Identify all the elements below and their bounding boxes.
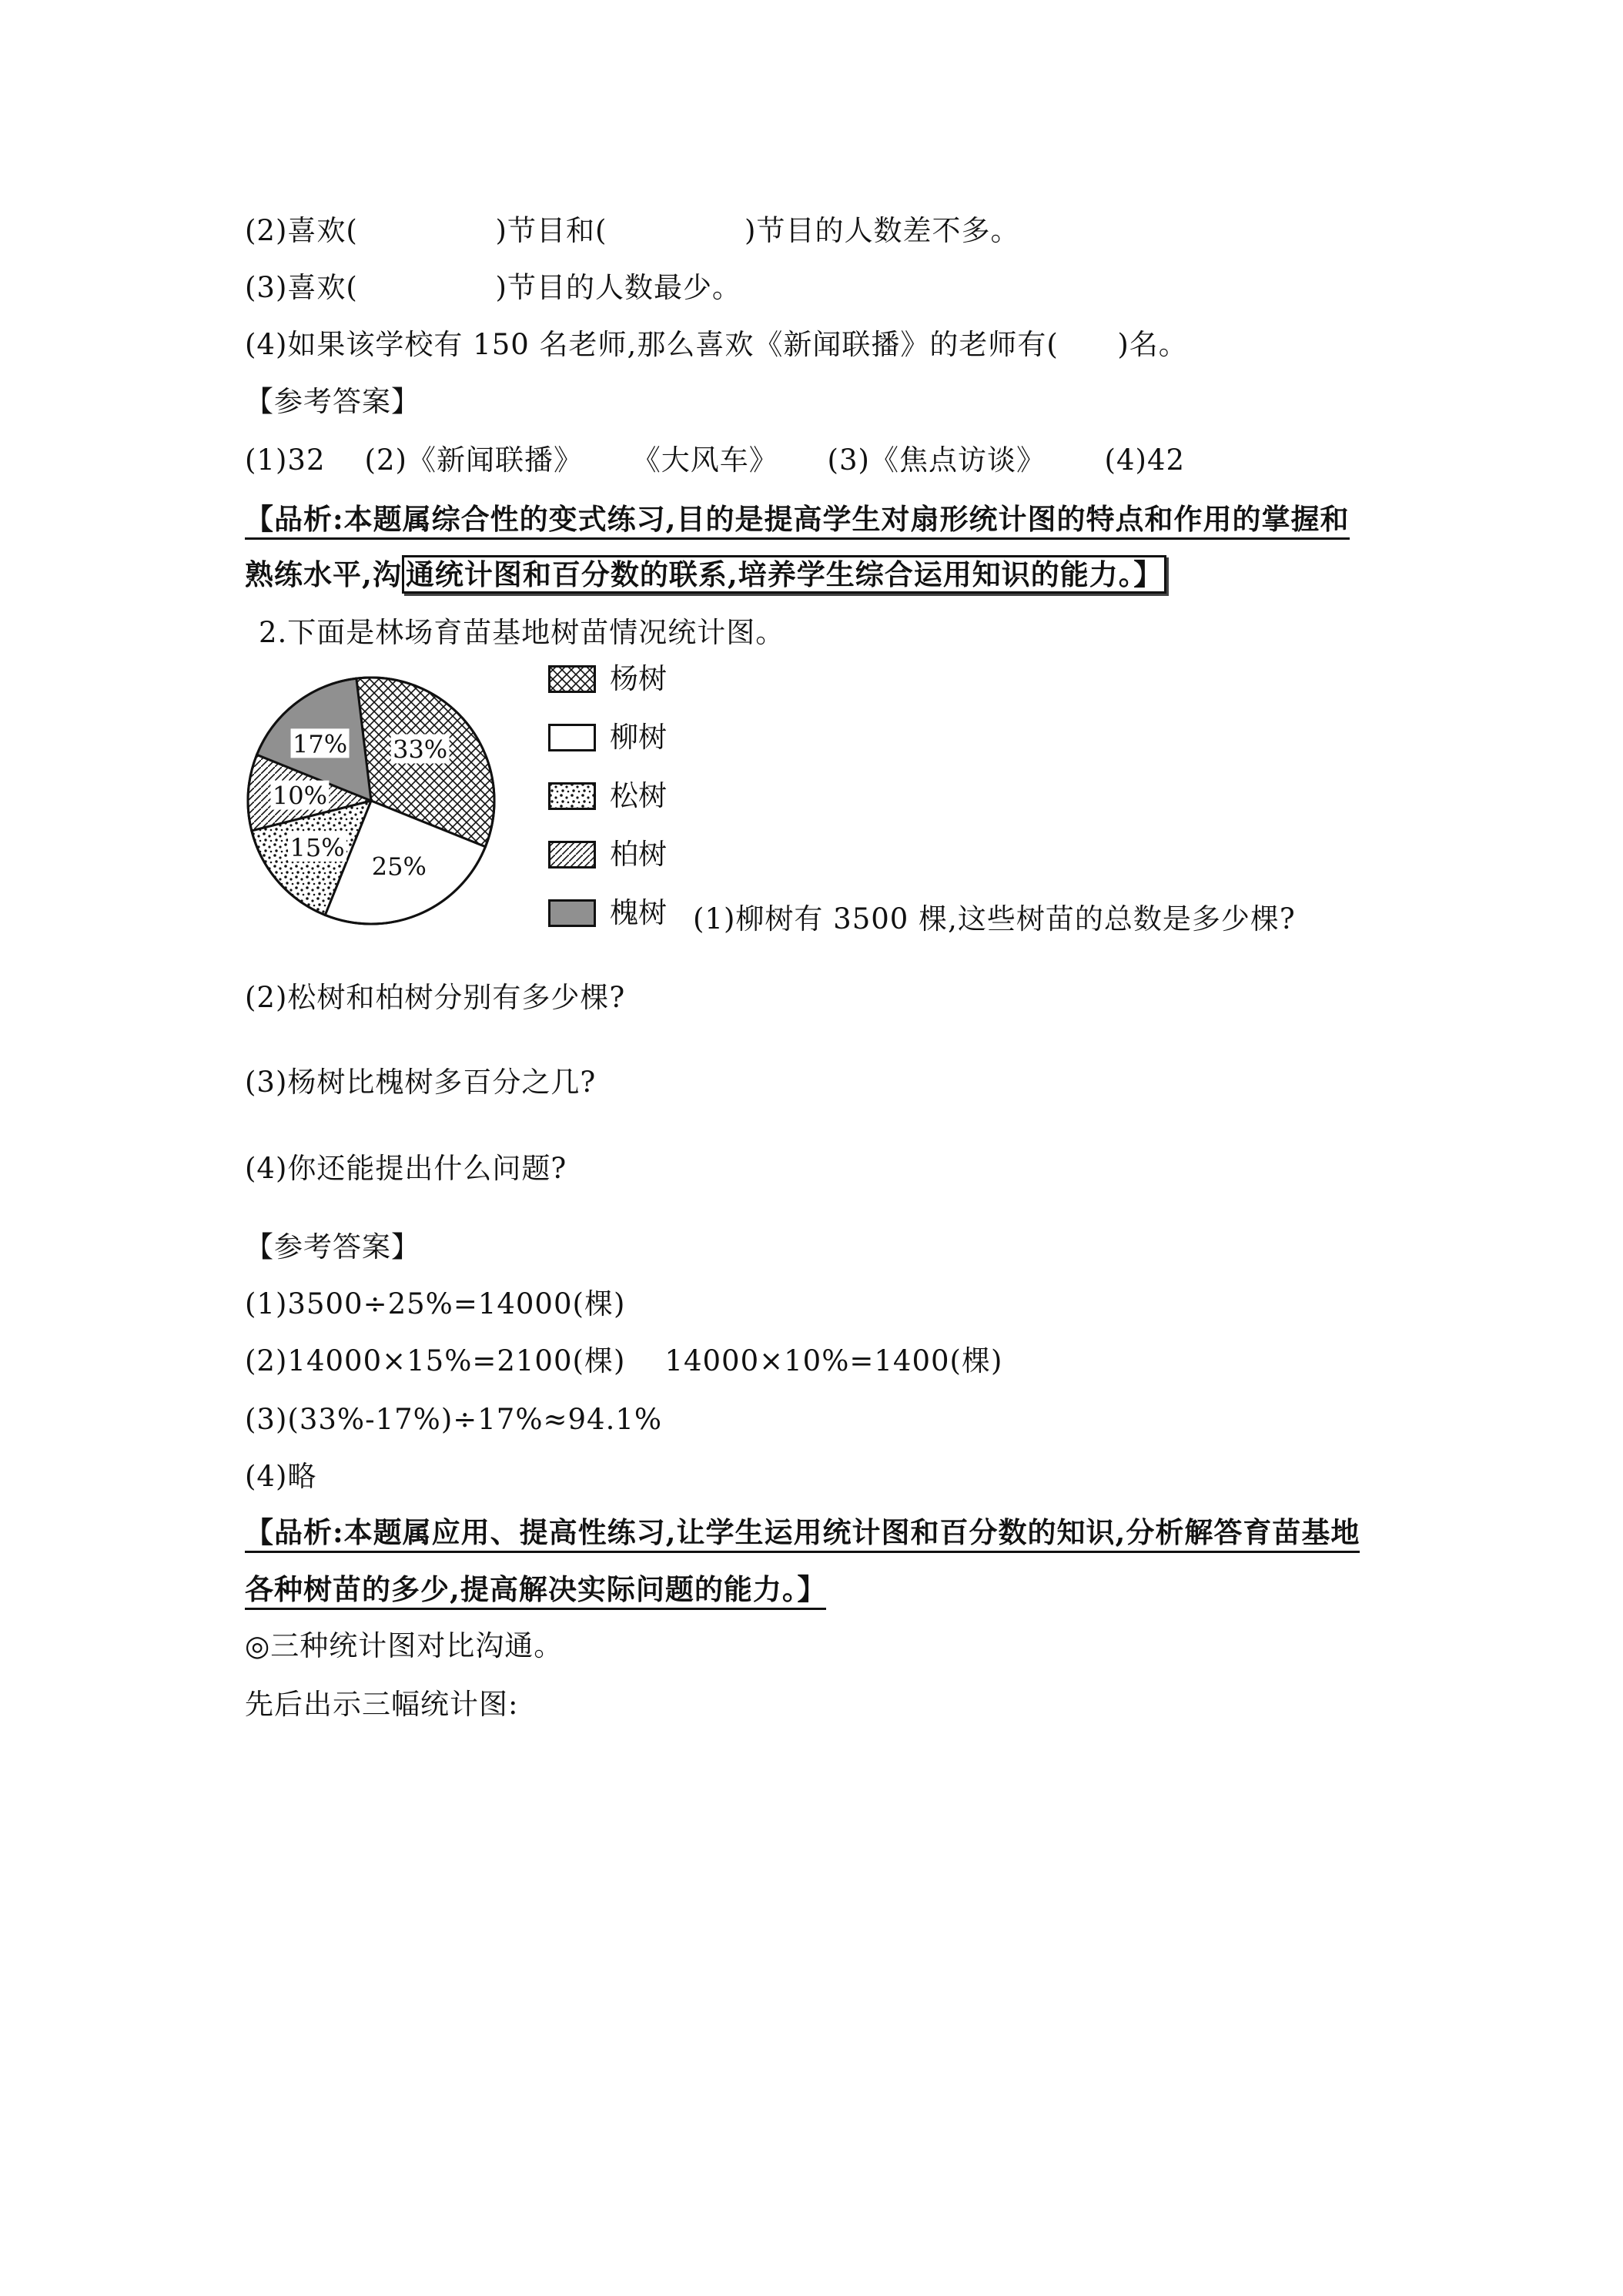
pie-slice-label: 25% <box>371 852 427 882</box>
legend-label: 柳树 <box>610 721 667 754</box>
legend-label: 杨树 <box>610 662 667 695</box>
answer-header: 【参考答案】 <box>245 385 420 418</box>
analysis-2-line1: 【品析:本题属应用、提高性练习,让学生运用统计图和百分数的知识,分析解答育苗基地 <box>245 1514 1360 1553</box>
pie-chart <box>240 670 502 932</box>
analysis-1-line2 <box>245 556 1166 593</box>
problem-2-q3: (3)杨树比槐树多百分之几? <box>245 1066 597 1099</box>
section-title: ◎三种统计图对比沟通。 <box>245 1629 564 1662</box>
legend-swatch-white <box>548 724 596 751</box>
pie-slice-label: 17% <box>292 729 348 759</box>
pie-slice-label: 15% <box>289 832 345 862</box>
pie-slice-label: 33% <box>393 735 448 765</box>
legend-label: 松树 <box>610 779 667 812</box>
answers-part1: (1)32 (2)《新闻联播》 《大风车》 (3)《焦点访谈》 (4)42 <box>245 443 1186 477</box>
answer-2-2: (2)14000×15%=2100(棵) 14000×10%=1400(棵) <box>245 1344 1003 1377</box>
problem-2-title: 2.下面是林场育苗基地树苗情况统计图。 <box>259 616 785 649</box>
answer-2-1: (1)3500÷25%=14000(棵) <box>245 1287 626 1320</box>
legend-label: 柏树 <box>610 838 667 871</box>
legend-swatch-gray <box>548 899 596 927</box>
analysis-1-boxed: 通统计图和百分数的联系,培养学生综合运用知识的能力。】 <box>402 555 1166 594</box>
problem-2-q2: (2)松树和柏树分别有多少棵? <box>245 981 626 1014</box>
section-text: 先后出示三幅统计图: <box>245 1688 519 1721</box>
legend-swatch-dots <box>548 782 596 810</box>
legend-swatch-diagonal <box>548 841 596 869</box>
analysis-1-plain: 熟练水平,沟 <box>245 557 402 591</box>
answer-2-4: (4)略 <box>245 1460 317 1493</box>
pie-slice-label: 10% <box>272 781 327 811</box>
answer-header-2: 【参考答案】 <box>245 1230 420 1263</box>
question-4: (4)如果该学校有 150 名老师,那么喜欢《新闻联播》的老师有( )名。 <box>245 328 1188 361</box>
analysis-1-line1: 【品析:本题属综合性的变式练习,目的是提高学生对扇形统计图的特点和作用的掌握和 <box>245 500 1350 540</box>
legend-swatch-crosshatch <box>548 665 596 693</box>
question-3: (3)喜欢( )节目的人数最少。 <box>245 271 741 304</box>
analysis-2-line2: 各种树苗的多少,提高解决实际问题的能力。】 <box>245 1571 826 1610</box>
legend-label: 槐树 <box>610 896 667 929</box>
problem-2-q4: (4)你还能提出什么问题? <box>245 1152 567 1185</box>
question-2: (2)喜欢( )节目和( )节目的人数差不多。 <box>245 214 1020 247</box>
problem-2-q1: (1)柳树有 3500 棵,这些树苗的总数是多少棵? <box>693 902 1296 935</box>
answer-2-3: (3)(33%-17%)÷17%≈94.1% <box>245 1403 663 1436</box>
